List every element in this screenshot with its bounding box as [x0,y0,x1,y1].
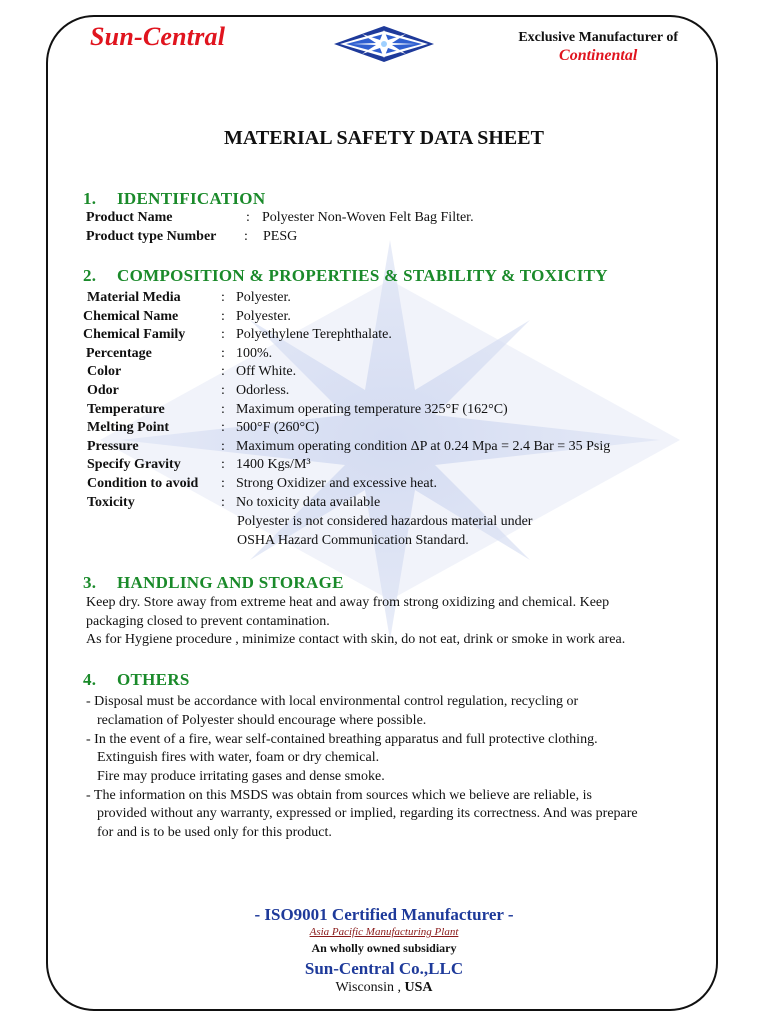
composition-value: Maximum operating condition ΔP at 0.24 Mpa = 2.4 Bar = 35 Psig [236,439,611,454]
composition-label: Toxicity [87,495,135,510]
composition-row: Chemical Name : Polyester. [83,309,291,324]
composition-label: Chemical Name [83,309,179,324]
composition-label: Odor [87,383,119,398]
subsidiary-note: An wholly owned subsidiary [311,941,457,955]
section-heading-handling: 3. HANDLING AND STORAGE [83,573,344,592]
composition-label: Color [87,364,122,379]
handling-text: As for Hygiene procedure , minimize contact with skin, do not eat, drink or smoke in work area. [86,632,626,647]
star-logo-icon [334,24,434,64]
others-text: - Disposal must be accordance with local environmental control regulation, recycling or [86,694,579,709]
composition-row: Toxicity : No toxicity data available [87,495,381,510]
composition-row: Pressure : Maximum operating condition ΔP at 0.24 Mpa = 2.4 Bar = 35 Psig [87,439,611,454]
composition-value: Strong Oxidizer and excessive heat. [236,476,437,491]
exclusive-manufacturer-note [518,30,678,65]
composition-label: Percentage [86,346,152,361]
composition-row: Color : Off White. [87,364,297,379]
toxicity-note: OSHA Hazard Communication Standard. [237,533,469,548]
section-heading-others: 4. OTHERS [83,670,190,689]
identification-row: Product Name : Polyester Non-Woven Felt Bag Filter. [86,210,474,225]
composition-value: 100%. [236,346,273,361]
others-text: reclamation of Polyester should encourage where possible. [97,713,427,728]
section-heading-identification: 1. IDENTIFICATION [83,189,266,208]
composition-value: Polyethylene Terephthalate. [236,327,392,342]
composition-value: No toxicity data available [236,495,381,510]
composition-row: Temperature : Maximum operating temperature 325°F (162°C) [87,402,508,417]
composition-value: 1400 Kgs/M³ [236,457,311,472]
others-text: provided without any warranty, expressed or implied, regarding its correctness. And was prepare [97,806,638,821]
composition-row: Odor : Odorless. [87,383,290,398]
composition-row: Specify Gravity : 1400 Kgs/M³ [87,457,311,472]
others-text: for and is to be used only for this product. [97,825,332,840]
section-heading-composition: 2. COMPOSITION & PROPERTIES & STABILITY & TOXICITY [83,266,608,285]
handling-text: Keep dry. Store away from extreme heat and away from strong oxidizing and chemical. Keep [86,595,610,610]
plant-name: Asia Pacific Manufacturing Plant [309,926,459,938]
others-text: - The information on this MSDS was obtain from sources which we believe are reliable, is [86,788,592,803]
composition-label: Specify Gravity [87,457,181,472]
exclusive-line: Exclusive Manufacturer of [518,30,678,45]
others-text: Fire may produce irritating gases and dense smoke. [97,769,385,784]
company-location: Wisconsin , USA [335,980,433,995]
composition-row: Condition to avoid : Strong Oxidizer and excessive heat. [87,476,437,491]
identification-row: Product type Number : PESG [86,229,298,244]
composition-row: Melting Point : 500°F (260°C) [87,420,320,435]
composition-row: Chemical Family : Polyethylene Terephthalate. [83,327,392,342]
document-title: MATERIAL SAFETY DATA SHEET [224,127,544,149]
continental-brand: Continental [559,47,638,64]
composition-value: Maximum operating temperature 325°F (162°C) [236,402,508,417]
composition-label: Melting Point [87,420,170,435]
composition-row: Percentage : 100%. [86,346,273,361]
composition-value: Polyester. [236,309,291,324]
composition-label: Condition to avoid [87,476,199,491]
others-text: - In the event of a fire, wear self-contained breathing apparatus and full protective clothing. [86,732,598,747]
composition-value: Odorless. [236,383,290,398]
toxicity-note: Polyester is not considered hazardous material under [237,514,533,529]
company-name: Sun-Central Co.,LLC [304,959,464,978]
composition-label: Chemical Family [83,327,186,342]
composition-label: Temperature [87,402,165,417]
iso-certification: - ISO9001 Certified Manufacturer - [254,905,514,924]
composition-value: 500°F (260°C) [236,420,320,435]
others-text: Extinguish fires with water, foam or dry chemical. [97,750,380,765]
composition-value: Polyester. [236,290,291,305]
brand-logo-text: Sun-Central [90,22,226,51]
handling-text: packaging closed to prevent contamination. [86,614,330,629]
composition-value: Off White. [236,364,297,379]
composition-label: Material Media [87,290,181,305]
composition-row: Material Media : Polyester. [87,290,291,305]
composition-label: Pressure [87,439,139,454]
